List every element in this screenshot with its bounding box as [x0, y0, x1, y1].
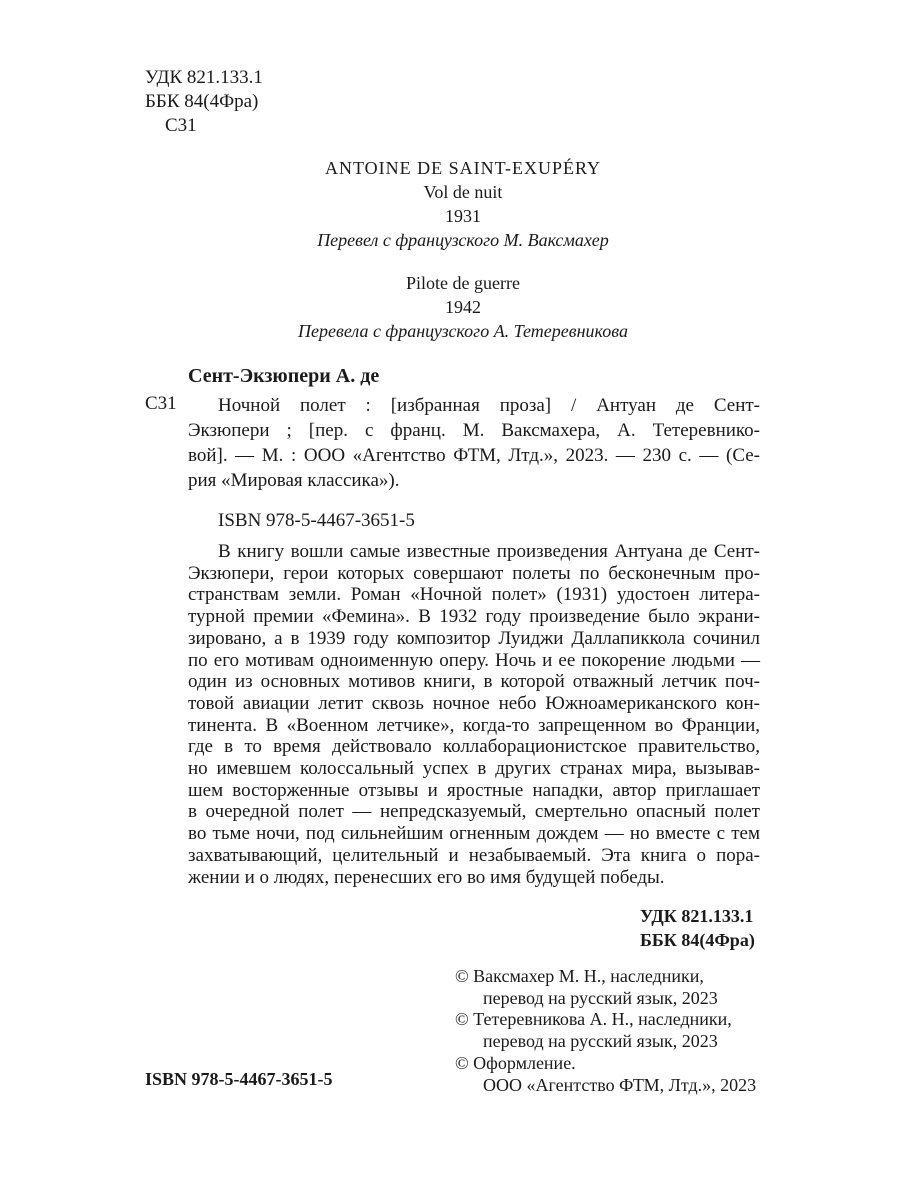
bibliographic-heading: Сент-Экзюпери А. де — [188, 365, 380, 387]
udk-code-bottom: УДК 821.133.1 — [640, 906, 754, 926]
original-author: ANTOINE DE SAINT-EXUPÉRY — [325, 158, 601, 178]
bib-line: рия «Мировая классика»). — [188, 470, 400, 491]
copyright-line: © Оформление. — [455, 1052, 576, 1073]
copyright-line: © Тетеревникова А. Н., наследники, — [455, 1009, 732, 1030]
annotation-line: где в то время действовало коллаборационистское правительство, — [188, 736, 760, 758]
annotation-line: тинента. В «Военном летчике», когда-то запрещенном во Франции, — [188, 714, 760, 736]
annotation-line: по его мотивам одноименную оперу. Ночь и ее покорение людьми — — [188, 649, 760, 671]
copyright-line: ООО «Агентство ФТМ, Лтд.», 2023 — [483, 1074, 757, 1095]
work2-year: 1942 — [445, 297, 481, 317]
copyright-line: перевод на русский язык, 2023 — [483, 1031, 718, 1052]
copyright-line: перевод на русский язык, 2023 — [483, 987, 718, 1008]
work1-title: Vol de nuit — [423, 182, 503, 202]
annotation-line: турной премии «Фемина». В 1932 году произведение было экрани- — [188, 606, 760, 628]
annotation-line: в очередной полет — непредсказуемый, смертельно опасный полет — [188, 801, 760, 823]
annotation-line: зировано, а в 1939 году композитор Луиджи Даллапиккола сочинил — [188, 627, 760, 649]
annotation-line: странствам земли. Роман «Ночной полет» (1931) удостоен литера- — [188, 584, 760, 606]
author-mark: С31 — [165, 115, 197, 136]
work2-translator: Перевела с французского А. Тетеревникова — [298, 321, 628, 341]
bbk-code: ББК 84(4Фра) — [145, 91, 259, 112]
bibliographic-isbn: ISBN 978-5-4467-3651-5 — [218, 510, 415, 531]
bbk-code-bottom: ББК 84(4Фра) — [640, 930, 755, 950]
copyright-line: © Ваксмахер М. Н., наследники, — [455, 966, 704, 986]
bibliographic-description — [188, 393, 760, 493]
annotation-line: товой авиации летит сквозь ночное небо Южноамериканского кон- — [188, 692, 760, 714]
annotation-line: захватывающий, целительный и незабываемый. Эта книга о пора- — [188, 844, 760, 866]
annotation — [188, 541, 760, 888]
annotation-line: В книгу вошли самые известные произведения Антуана де Сент- — [218, 541, 760, 562]
work2-title: Pilote de guerre — [406, 273, 520, 293]
udk-code: УДК 821.133.1 — [145, 67, 263, 88]
annotation-line: во тьме ночи, под сильнейшим огненным дождем — но вместе с тем — [188, 823, 760, 845]
work1-translator: Перевел с французского М. Ваксмахер — [317, 230, 609, 250]
annotation-line: Экзюпери, герои которых совершают полеты по бесконечным про- — [188, 562, 760, 584]
work1-year: 1931 — [445, 206, 481, 226]
bib-line: Экзюпери ; [пер. с франц. М. Ваксмахера, А. Тетеревнико- — [188, 420, 760, 441]
bib-line: Ночной полет : [избранная проза] / Антуан де Сент- — [218, 395, 760, 416]
annotation-line: один из основных мотивов книги, в которой отважный летчик поч- — [188, 671, 760, 693]
bibliographic-mark: С31 — [145, 393, 177, 414]
isbn-bottom: ISBN 978-5-4467-3651-5 — [145, 1069, 333, 1089]
bib-line: вой]. — М. : ООО «Агентство ФТМ, Лтд.», 2023. — 230 с. — (Се- — [188, 445, 760, 466]
classification-codes-top — [145, 66, 263, 138]
annotation-line: шем восторженные отзывы и яростные нападки, автор приглашает — [188, 779, 760, 801]
original-titles — [163, 156, 763, 343]
classification-codes-bottom — [640, 904, 755, 952]
annotation-line: но имевшем колоссальный успех в других странах мира, вызывав- — [188, 758, 760, 780]
copyright-block — [455, 966, 756, 1096]
annotation-line: жении и о людях, перенесших его во имя будущей победы. — [188, 866, 665, 888]
